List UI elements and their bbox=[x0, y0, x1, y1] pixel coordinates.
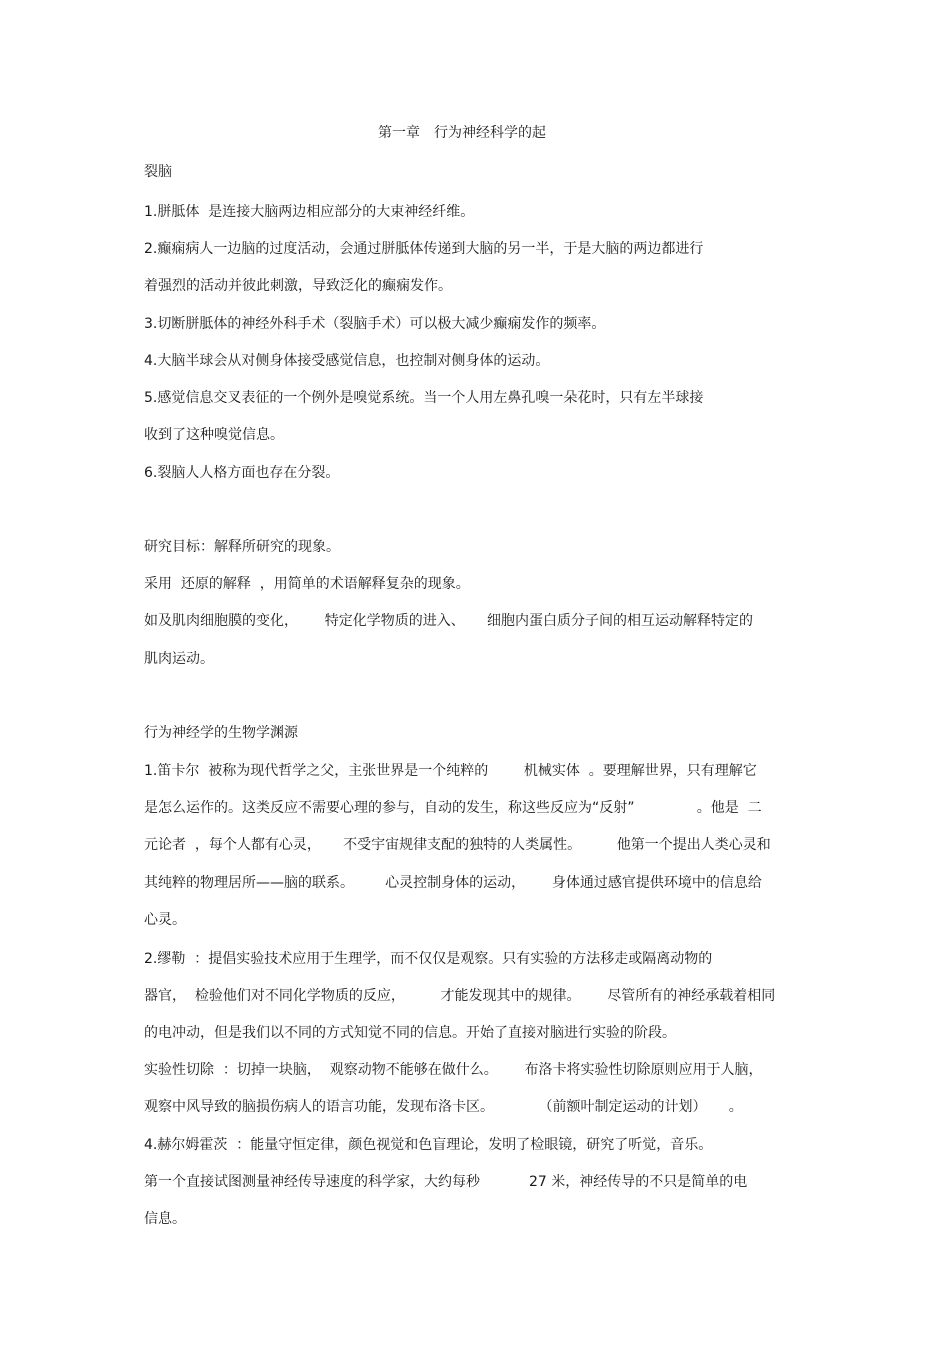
chapter-title: 第一章 行为神经科学的起 bbox=[378, 125, 546, 141]
text-line: 4.赫尔姆霍茨 ：能量守恒定律，颜色视觉和色盲理论，发明了检眼镜，研究了听觉，音乐。 bbox=[144, 1137, 713, 1153]
text-line: 6.裂脑人人格方面也存在分裂。 bbox=[144, 465, 340, 481]
text-line: 着强烈的活动并彼此刺激，导致泛化的癫痫发作。 bbox=[144, 278, 452, 294]
text-line: 第一个直接试图测量神经传导速度的科学家，大约每秒 27 米，神经传导的不只是简单的电 bbox=[144, 1174, 748, 1190]
section-heading: 行为神经学的生物学渊源 bbox=[144, 725, 298, 741]
text-line: 元论者 ，每个人都有心灵， 不受宇宙规律支配的独特的人类属性。 他第一个提出人类心灵和 bbox=[144, 837, 771, 853]
text-line: 2.缪勒 ：提倡实验技术应用于生理学，而不仅仅是观察。只有实验的方法移走或隔离动物的 bbox=[144, 951, 713, 967]
text-line: 1.笛卡尔 被称为现代哲学之父，主张世界是一个纯粹的 机械实体 。要理解世界，只有理解它 bbox=[144, 763, 757, 779]
text-line: 4.大脑半球会从对侧身体接受感觉信息，也控制对侧身体的运动。 bbox=[144, 353, 550, 369]
text-line: 实验性切除 ：切掉一块脑， 观察动物不能够在做什么。 布洛卡将实验性切除原则应用于人脑， bbox=[144, 1062, 763, 1078]
text-line: 如及肌肉细胞膜的变化， 特定化学物质的进入、 细胞内蛋白质分子间的相互运动解释特定的 bbox=[144, 613, 753, 629]
text-line: 5.感觉信息交叉表征的一个例外是嗅觉系统。当一个人用左鼻孔嗅一朵花时，只有左半球接 bbox=[144, 390, 704, 406]
text-line: 3.切断胼胝体的神经外科手术（裂脑手术）可以极大减少癫痫发作的频率。 bbox=[144, 316, 606, 332]
text-line: 观察中风导致的脑损伤病人的语言功能，发现布洛卡区。 （前额叶制定运动的计划） 。 bbox=[144, 1099, 743, 1115]
text-line: 心灵。 bbox=[144, 912, 186, 928]
text-line: 的电冲动，但是我们以不同的方式知觉不同的信息。开始了直接对脑进行实验的阶段。 bbox=[144, 1025, 676, 1041]
text-line: 是怎么运作的。这类反应不需要心理的参与，自动的发生，称这些反应为“反射” 。他是 二 bbox=[144, 800, 762, 816]
text-line: 器官， 检验他们对不同化学物质的反应， 才能发现其中的规律。 尽管所有的神经承载着相同 bbox=[144, 988, 776, 1004]
text-line: 1.胼胝体 是连接大脑两边相应部分的大束神经纤维。 bbox=[144, 204, 475, 220]
text-line: 收到了这种嗅觉信息。 bbox=[144, 427, 284, 443]
text-line: 信息。 bbox=[144, 1211, 186, 1227]
text-line: 肌肉运动。 bbox=[144, 651, 214, 667]
text-line: 采用 还原的解释 ，用简单的术语解释复杂的现象。 bbox=[144, 576, 470, 592]
text-line: 研究目标：解释所研究的现象。 bbox=[144, 539, 340, 555]
text-line: 裂脑 bbox=[144, 164, 172, 180]
text-line: 其纯粹的物理居所——脑的联系。 心灵控制身体的运动， 身体通过感官提供环境中的信息给 bbox=[144, 875, 762, 891]
text-line: 2.癫痫病人一边脑的过度活动，会通过胼胝体传递到大脑的另一半，于是大脑的两边都进行 bbox=[144, 241, 704, 257]
